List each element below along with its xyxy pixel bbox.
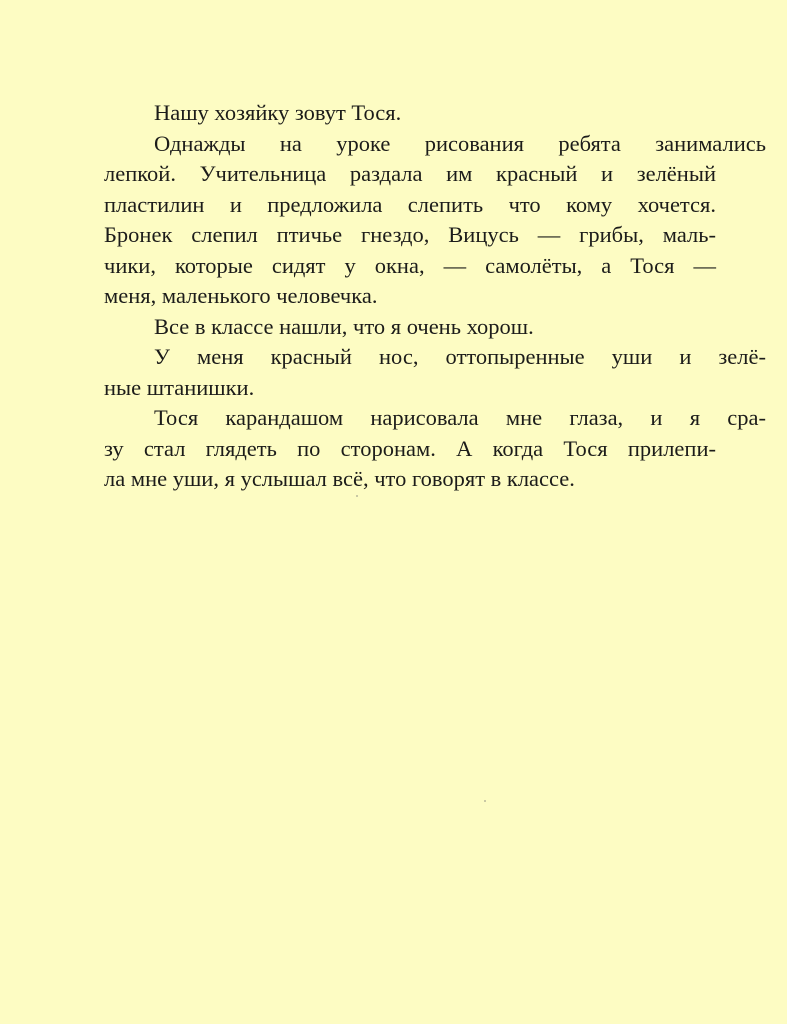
paper-speck bbox=[484, 800, 486, 802]
paragraph-3 bbox=[104, 312, 744, 343]
text-line: Бронек слепил птичье гнездо, Вицусь — грибы, маль- bbox=[104, 222, 716, 247]
paper-speck bbox=[356, 495, 358, 497]
text-line: У меня красный нос, оттопыренные уши и зелё- bbox=[154, 344, 766, 369]
paragraph-1 bbox=[104, 98, 744, 129]
text-line: Однажды на уроке рисования ребята занимались bbox=[154, 130, 766, 156]
text-line: пластилин и предложила слепить что кому хочется. bbox=[104, 191, 716, 217]
text-line: Все в классе нашли, что я очень хорош. bbox=[154, 313, 534, 339]
paragraph-5 bbox=[104, 403, 766, 495]
text-line: чики, которые сидят у окна, — самолёты, а Тося — bbox=[104, 252, 716, 278]
text-line: ла мне уши, я услышал всё, что говорят в классе. bbox=[104, 466, 575, 491]
text-line: лепкой. Учительница раздала им красный и зелёный bbox=[104, 161, 716, 186]
text-line: Нашу хозяйку зовут Тося. bbox=[154, 100, 402, 125]
paragraph-4 bbox=[104, 342, 766, 403]
story-text bbox=[104, 98, 766, 495]
text-line: зу стал глядеть по сторонам. А когда Тося прилепи- bbox=[104, 435, 716, 461]
text-line: Тося карандашом нарисовала мне глаза, и я сра- bbox=[154, 405, 766, 430]
text-line: меня, маленького человечка. bbox=[104, 283, 378, 308]
paragraph-2 bbox=[104, 129, 766, 312]
text-line: ные штанишки. bbox=[104, 374, 255, 400]
